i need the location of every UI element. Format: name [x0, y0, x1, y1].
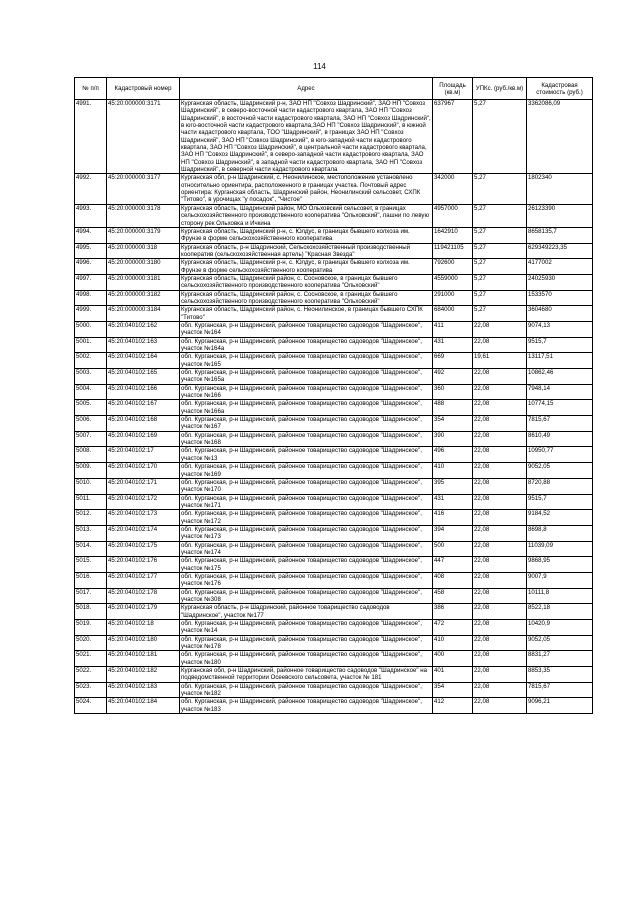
upks-cell: 22,08	[473, 604, 527, 620]
row-number-cell: 4997.	[75, 274, 107, 290]
header-cadastral: Кадастровый номер	[107, 78, 180, 100]
address-cell: обл. Курганская, р-н Шадринский, районное товарищество садоводов "Шадринское", участок №182	[180, 682, 433, 698]
upks-cell: 22,08	[473, 337, 527, 353]
table-row	[75, 635, 593, 651]
upks-cell: 22,08	[473, 510, 527, 526]
row-number-cell: 5023.	[75, 682, 107, 698]
row-number-cell: 5021.	[75, 651, 107, 667]
cadastral-number-cell: 45:20:040102:169	[107, 431, 180, 447]
cadastral-cost-cell: 3604680	[527, 306, 593, 322]
cadastral-number-cell: 45:20:040102:170	[107, 463, 180, 479]
row-number-cell: 5003.	[75, 369, 107, 385]
row-number-cell: 5022.	[75, 667, 107, 683]
row-number-cell: 5019.	[75, 620, 107, 636]
cadastral-cost-cell: 26123390	[527, 204, 593, 227]
upks-cell: 22,08	[473, 494, 527, 510]
cadastral-number-cell: 45:20:040102:181	[107, 651, 180, 667]
upks-cell: 19,61	[473, 353, 527, 369]
row-number-cell: 5002.	[75, 353, 107, 369]
row-number-cell: 5001.	[75, 337, 107, 353]
address-cell: обл. Курганская, р-н Шадринский, районное товарищество садоводов "Шадринское", участок №166	[180, 384, 433, 400]
table-row	[75, 400, 593, 416]
row-number-cell: 4995.	[75, 243, 107, 259]
cadastral-cost-cell: 8658135,7	[527, 227, 593, 243]
address-cell: обл. Курганская, р-н Шадринский, районное товарищество садоводов "Шадринское", участок №164	[180, 321, 433, 337]
cadastral-cost-cell: 10111,8	[527, 588, 593, 604]
upks-cell: 22,08	[473, 478, 527, 494]
address-cell: Курганская область, Шадринский р-н, ЗАО НП "Совхоз Шадринский", ЗАО НП "Совхоз Шадринский", в северо-восточной части кадастрового квартала, ЗАО НП "Совхоз Шадринский", в восточной части кадастрового квартала, ЗАО НП "Совхоз Шадринский", в юго-восточной части кадастрового квартала,ЗАО НП "Совхоз Шадринский", в южной части кадастрового квартала, ТОО "Шадринский", в границах ЗАО НП "Совхоз Шадринский", ЗАО НП "Совхоз Шадринский", в юго-западной части кадастрового квартала, ЗАО НП "Совхоз Шадринский", в центральной части кадастрового квартала, ЗАО НП "Совхоз Шадринский", в северо-западной части кадастрового квартала, ЗАО НП "Совхоз Шадринский", в западной части кадастрового квартала, ЗАО НП "Совхоз Шадринский", в северной части кадастрового квартала	[181, 100, 431, 174]
cadastral-cost-cell: 10862,46	[527, 369, 593, 385]
area-cell: 500	[433, 541, 473, 557]
area-cell: 496	[433, 447, 473, 463]
upks-cell: 5,27	[473, 204, 527, 227]
header-row	[75, 78, 593, 100]
area-cell: 342000	[433, 174, 473, 204]
cadastral-number-cell: 45:20:040102:178	[107, 588, 180, 604]
table-row	[75, 204, 593, 227]
address-cell: Курганская область, р-н Шадринский, Сельскохозяйственный производственный кооператив (сельскохозяйственная артель) "Красная Звезда"	[180, 243, 433, 259]
area-cell: 412	[433, 698, 473, 714]
upks-cell: 22,08	[473, 620, 527, 636]
cadastral-number-cell: 45:20:040102:173	[107, 510, 180, 526]
upks-cell: 5,27	[473, 274, 527, 290]
area-cell: 492	[433, 369, 473, 385]
upks-cell: 22,08	[473, 447, 527, 463]
row-number-cell: 5005.	[75, 400, 107, 416]
row-number-cell: 4994.	[75, 227, 107, 243]
row-number-cell: 5024.	[75, 698, 107, 714]
cadastral-table	[74, 77, 593, 714]
address-cell: обл. Курганская, р-н Шадринский, районное товарищество садоводов "Шадринское", участок №308	[180, 588, 433, 604]
cadastral-cost-cell: 8522,18	[527, 604, 593, 620]
cadastral-number-cell: 45:20:040102:184	[107, 698, 180, 714]
address-cell: обл. Курганская, р-н Шадринский, районное товарищество садоводов "Шадринское", участок №173	[180, 525, 433, 541]
upks-cell: 22,08	[473, 682, 527, 698]
row-number-cell: 4992.	[75, 174, 107, 204]
row-number-cell: 5015.	[75, 557, 107, 573]
row-number-cell: 4991.	[75, 100, 107, 174]
cadastral-cost-cell: 1533570	[527, 290, 593, 306]
row-number-cell: 5016.	[75, 572, 107, 588]
area-cell: 1642910	[433, 227, 473, 243]
cadastral-cost-cell: 1802340	[527, 174, 593, 204]
row-number-cell: 5017.	[75, 588, 107, 604]
cadastral-number-cell: 45:20:040102:162	[107, 321, 180, 337]
table-row	[75, 100, 593, 174]
address-cell: Курганская обл, р-н Шадринский, с. Неонилинское, местоположение установлено относительно ориентира, расположенного в границах участка. Почтовый адрес ориентира: Курганская область, Шадринский район, Неонилинский сельсовет, СХПК "Титово", в урочищах "у посадок", "Чистое"	[180, 174, 433, 204]
area-cell: 401	[433, 667, 473, 683]
area-cell: 408	[433, 572, 473, 588]
upks-cell: 22,08	[473, 321, 527, 337]
upks-cell: 22,08	[473, 369, 527, 385]
upks-cell: 22,08	[473, 667, 527, 683]
row-number-cell: 5012.	[75, 510, 107, 526]
row-number-cell: 5013.	[75, 525, 107, 541]
cadastral-number-cell: 45:20:040102:174	[107, 525, 180, 541]
table-row	[75, 416, 593, 432]
upks-cell: 22,08	[473, 557, 527, 573]
upks-cell: 22,08	[473, 431, 527, 447]
row-number-cell: 5011.	[75, 494, 107, 510]
row-number-cell: 5018.	[75, 604, 107, 620]
address-cell: обл. Курганская, р-н Шадринский, районное товарищество садоводов "Шадринское", участок №178	[180, 635, 433, 651]
table-row	[75, 274, 593, 290]
cadastral-number-cell: 45:20:040102:176	[107, 557, 180, 573]
cadastral-number-cell: 45:20:040102:164	[107, 353, 180, 369]
row-number-cell: 5000.	[75, 321, 107, 337]
cadastral-cost-cell: 9052,05	[527, 463, 593, 479]
cadastral-cost-cell: 11039,09	[527, 541, 593, 557]
row-number-cell: 4999.	[75, 306, 107, 322]
area-cell: 395	[433, 478, 473, 494]
upks-cell: 22,08	[473, 588, 527, 604]
table-row	[75, 174, 593, 204]
upks-cell: 22,08	[473, 416, 527, 432]
table-row	[75, 494, 593, 510]
row-number-cell: 5007.	[75, 431, 107, 447]
address-cell: Курганская область, р-н Шадринский, районное товарищество садоводов "Шадринское", участок №177	[180, 604, 433, 620]
cadastral-number-cell: 45:20:040102:180	[107, 635, 180, 651]
address-cell: обл. Курганская, р-н Шадринский, районное товарищество садоводов "Шадринское", участок №167	[180, 416, 433, 432]
cadastral-cost-cell: 9515,7	[527, 494, 593, 510]
header-area: Площадь (кв.м)	[433, 78, 473, 100]
address-cell: обл. Курганская, р-н Шадринский, районное товарищество садоводов "Шадринское", участок №175	[180, 557, 433, 573]
upks-cell: 5,27	[473, 174, 527, 204]
table-row	[75, 431, 593, 447]
table-row	[75, 463, 593, 479]
area-cell: 684000	[433, 306, 473, 322]
upks-cell: 22,08	[473, 400, 527, 416]
row-number-cell: 5008.	[75, 447, 107, 463]
table-row	[75, 572, 593, 588]
cadastral-number-cell: 45:20:040102:17	[107, 447, 180, 463]
address-cell: Курганская область, Шадринский район, МО Ольховский сельсовет, в границах сельскохозяйственного производственного кооператива "Ольховский", пашни по левую сторону рек Ольховка и Ичкина	[180, 204, 433, 227]
area-cell: 431	[433, 337, 473, 353]
cadastral-cost-cell: 9515,7	[527, 337, 593, 353]
table-row	[75, 682, 593, 698]
area-cell: 386	[433, 604, 473, 620]
address-cell: обл. Курганская, р-н Шадринский, районное товарищество садоводов "Шадринское", участок №169	[180, 463, 433, 479]
table-body	[75, 100, 593, 714]
cadastral-cost-cell: 7815,67	[527, 682, 593, 698]
cadastral-number-cell: 45:20:000000:3171	[107, 100, 180, 174]
cadastral-number-cell: 45:20:040102:183	[107, 682, 180, 698]
table-row	[75, 604, 593, 620]
address-cell: обл. Курганская, р-н Шадринский, районное товарищество садоводов "Шадринское", участок №165	[180, 353, 433, 369]
cadastral-cost-cell: 8610,49	[527, 431, 593, 447]
upks-cell: 22,08	[473, 384, 527, 400]
cadastral-number-cell: 45:20:000000:3179	[107, 227, 180, 243]
row-number-cell: 5009.	[75, 463, 107, 479]
area-cell: 354	[433, 682, 473, 698]
area-cell: 119421105	[433, 243, 473, 259]
table-row	[75, 651, 593, 667]
cadastral-cost-cell: 9096,21	[527, 698, 593, 714]
table-row	[75, 620, 593, 636]
address-cell: обл. Курганская, р-н Шадринский, районное товарищество садоводов "Шадринское", участок №164а	[180, 337, 433, 353]
upks-cell: 22,08	[473, 651, 527, 667]
cadastral-cost-cell: 10420,9	[527, 620, 593, 636]
cadastral-cost-cell: 3362086,09	[527, 100, 593, 174]
cadastral-cost-cell: 9052,05	[527, 635, 593, 651]
area-cell: 447	[433, 557, 473, 573]
table-row	[75, 588, 593, 604]
upks-cell: 5,27	[473, 227, 527, 243]
cadastral-cost-cell: 10774,15	[527, 400, 593, 416]
table-row	[75, 525, 593, 541]
cadastral-number-cell: 45:20:000000:3180	[107, 259, 180, 275]
upks-cell: 22,08	[473, 572, 527, 588]
area-cell: 291000	[433, 290, 473, 306]
address-cell: Курганская область, Шадринский район, с. Неонилинское, в границах бывшего СХПК "Титово"	[180, 306, 433, 322]
area-cell: 390	[433, 431, 473, 447]
table-row	[75, 321, 593, 337]
table-row	[75, 698, 593, 714]
table-row	[75, 369, 593, 385]
address-cell: обл. Курганская, р-н Шадринский, районное товарищество садоводов "Шадринское", участок №165а	[180, 369, 433, 385]
cadastral-number-cell: 45:20:000000:318	[107, 243, 180, 259]
row-number-cell: 4998.	[75, 290, 107, 306]
address-cell: обл. Курганская, р-н Шадринский, районное товарищество садоводов "Шадринское", участок №168	[180, 431, 433, 447]
table-row	[75, 510, 593, 526]
cadastral-cost-cell: 24025930	[527, 274, 593, 290]
header-upks: УПКс. (руб./кв.м)	[473, 78, 527, 100]
cadastral-cost-cell: 13117,51	[527, 353, 593, 369]
address-cell: обл. Курганская, р-н Шадринский, районное товарищество садоводов "Шадринское", участок №166а	[180, 400, 433, 416]
upks-cell: 22,08	[473, 463, 527, 479]
upks-cell: 5,27	[473, 100, 527, 174]
area-cell: 637967	[433, 100, 473, 174]
address-cell: Курганская область, Шадринский район, с. Сосновское, в границах бывшего сельскохозяйственного производственного кооператива "Ольховский"	[180, 290, 433, 306]
address-cell: обл. Курганская, р-н Шадринский, районное товарищество садоводов "Шадринское", участок №170	[180, 478, 433, 494]
cadastral-number-cell: 45:20:000000:3181	[107, 274, 180, 290]
row-number-cell: 5010.	[75, 478, 107, 494]
page-number: 114	[313, 62, 326, 71]
header-cost: Кадастровая стоимость (руб.)	[527, 78, 593, 100]
address-cell: обл. Курганская, р-н Шадринский, районное товарищество садоводов "Шадринское", участок №180	[180, 651, 433, 667]
cadastral-number-cell: 45:20:040102:168	[107, 416, 180, 432]
cadastral-cost-cell: 10950,77	[527, 447, 593, 463]
upks-cell: 5,27	[473, 259, 527, 275]
cadastral-cost-cell: 7815,67	[527, 416, 593, 432]
table-row	[75, 478, 593, 494]
cadastral-number-cell: 45:20:040102:163	[107, 337, 180, 353]
area-cell: 488	[433, 400, 473, 416]
area-cell: 792600	[433, 259, 473, 275]
cadastral-number-cell: 45:20:040102:166	[107, 384, 180, 400]
cadastral-number-cell: 45:20:000000:3184	[107, 306, 180, 322]
address-cell: обл. Курганская, р-н Шадринский, районное товарищество садоводов "Шадринское", участок №13	[180, 447, 433, 463]
area-cell: 354	[433, 416, 473, 432]
address-cell: Курганская область, Шадринский р-н, с. Юлдус, в границах бывшего колхоза им. Фрунзе в форме сельскохозяйственного кооператива	[180, 227, 433, 243]
area-cell: 394	[433, 525, 473, 541]
area-cell: 4957000	[433, 204, 473, 227]
cadastral-number-cell: 45:20:040102:182	[107, 667, 180, 683]
address-cell: обл. Курганская, р-н Шадринский, районное товарищество садоводов "Шадринское", участок №176	[180, 572, 433, 588]
cadastral-number-cell: 45:20:040102:18	[107, 620, 180, 636]
area-cell: 4559000	[433, 274, 473, 290]
table-row	[75, 243, 593, 259]
cadastral-number-cell: 45:20:000000:3182	[107, 290, 180, 306]
upks-cell: 5,27	[473, 290, 527, 306]
header-address: Адрес	[180, 78, 433, 100]
area-cell: 458	[433, 588, 473, 604]
area-cell: 411	[433, 321, 473, 337]
cadastral-cost-cell: 8698,8	[527, 525, 593, 541]
table-row	[75, 557, 593, 573]
area-cell: 472	[433, 620, 473, 636]
table-row	[75, 447, 593, 463]
cadastral-number-cell: 45:20:040102:175	[107, 541, 180, 557]
address-cell: Курганская обл, р-н Шадринский, районное товарищество садоводов "Шадринское" на подведомственной территории Осеевского сельсовета, участок № 181	[180, 667, 433, 683]
cadastral-cost-cell: 9184,52	[527, 510, 593, 526]
cadastral-cost-cell: 9007,9	[527, 572, 593, 588]
cadastral-cost-cell: 4177002	[527, 259, 593, 275]
cadastral-number-cell: 45:20:040102:172	[107, 494, 180, 510]
cadastral-number-cell: 45:20:040102:177	[107, 572, 180, 588]
cadastral-cost-cell: 9868,95	[527, 557, 593, 573]
header-num: № п/п	[75, 78, 107, 100]
row-number-cell: 5004.	[75, 384, 107, 400]
table-row	[75, 353, 593, 369]
cadastral-number-cell: 45:20:040102:171	[107, 478, 180, 494]
cadastral-number-cell: 45:20:000000:3178	[107, 204, 180, 227]
table-row	[75, 259, 593, 275]
address-cell: Курганская область, Шадринский р-н, с. Юлдус, в границах бывшего колхоза им. Фрунзе в форме сельскохозяйственного кооператива	[180, 259, 433, 275]
upks-cell: 22,08	[473, 635, 527, 651]
upks-cell: 5,27	[473, 306, 527, 322]
cadastral-cost-cell: 8853,35	[527, 667, 593, 683]
table-row	[75, 541, 593, 557]
area-cell: 431	[433, 494, 473, 510]
area-cell: 360	[433, 384, 473, 400]
table-row	[75, 227, 593, 243]
area-cell: 410	[433, 635, 473, 651]
table-row	[75, 384, 593, 400]
row-number-cell: 5014.	[75, 541, 107, 557]
row-number-cell: 5006.	[75, 416, 107, 432]
area-cell: 416	[433, 510, 473, 526]
table-row	[75, 290, 593, 306]
upks-cell: 22,08	[473, 541, 527, 557]
upks-cell: 22,08	[473, 698, 527, 714]
address-cell: Курганская область, Шадринский район, с. Сосновское, в границах бывшего сельскохозяйственного производственного кооператива "Ольховский"	[180, 274, 433, 290]
row-number-cell: 4993.	[75, 204, 107, 227]
cadastral-cost-cell: 7948,14	[527, 384, 593, 400]
cadastral-number-cell: 45:20:000000:3177	[107, 174, 180, 204]
row-number-cell: 5020.	[75, 635, 107, 651]
table-row	[75, 306, 593, 322]
table-header	[75, 78, 593, 100]
table-row	[75, 667, 593, 683]
address-cell: обл. Курганская, р-н Шадринский, районное товарищество садоводов "Шадринское", участок №183	[180, 698, 433, 714]
table-row	[75, 337, 593, 353]
area-cell: 410	[433, 463, 473, 479]
area-cell: 669	[433, 353, 473, 369]
cadastral-cost-cell: 9074,13	[527, 321, 593, 337]
cadastral-number-cell: 45:20:040102:165	[107, 369, 180, 385]
area-cell: 400	[433, 651, 473, 667]
address-cell: обл. Курганская, р-н Шадринский, районное товарищество садоводов "Шадринское", участок №172	[180, 510, 433, 526]
cadastral-cost-cell: 8831,27	[527, 651, 593, 667]
address-cell: обл. Курганская, р-н Шадринский, районное товарищество садоводов "Шадринское", участок №174	[180, 541, 433, 557]
upks-cell: 22,08	[473, 525, 527, 541]
cadastral-cost-cell: 629349223,35	[527, 243, 593, 259]
upks-cell: 5,27	[473, 243, 527, 259]
row-number-cell: 4996.	[75, 259, 107, 275]
cadastral-cost-cell: 8720,88	[527, 478, 593, 494]
address-cell: обл. Курганская, р-н Шадринский, районное товарищество садоводов "Шадринское", участок №14	[180, 620, 433, 636]
cadastral-number-cell: 45:20:040102:167	[107, 400, 180, 416]
cadastral-number-cell: 45:20:040102:179	[107, 604, 180, 620]
address-cell: обл. Курганская, р-н Шадринский, районное товарищество садоводов "Шадринское", участок №171	[180, 494, 433, 510]
